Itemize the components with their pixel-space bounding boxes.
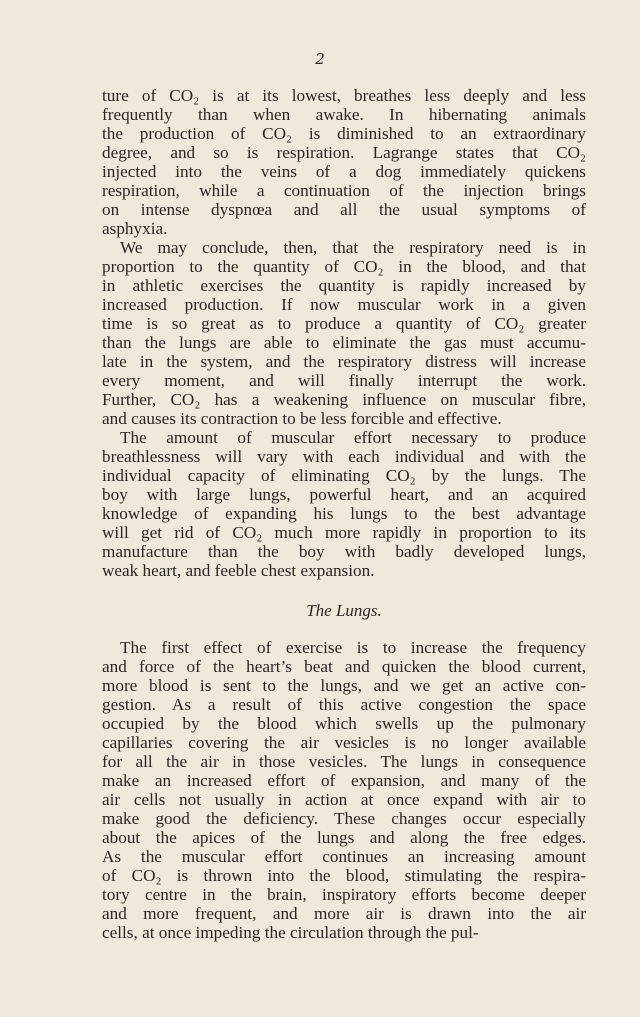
text-line: frequently than when awake. In hibernating animals xyxy=(102,105,586,124)
text-line: We may conclude, then, that the respiratory need is in xyxy=(120,238,586,257)
text-line: and more frequent, and more air is drawn into the air xyxy=(102,904,586,923)
text-line: occupied by the blood which swells up the pulmonary xyxy=(102,714,586,733)
body-text xyxy=(102,86,586,942)
paragraph xyxy=(102,86,586,238)
text-line: and causes its contraction to be less forcible and effective. xyxy=(102,409,502,428)
text-line: As the muscular effort continues an increasing amount xyxy=(102,847,586,866)
text-line: every moment, and will finally interrupt the work. xyxy=(102,371,586,390)
text-line: The first effect of exercise is to increase the frequency xyxy=(120,638,586,657)
text-line: and force of the heart’s beat and quicken the blood current, xyxy=(102,657,586,676)
text-line: manufacture than the boy with badly developed lungs, xyxy=(102,542,586,561)
spacer xyxy=(102,626,586,638)
text-line: ture of CO₂ is at its lowest, breathes less deeply and less xyxy=(102,86,586,105)
text-line: make an increased effort of expansion, and many of the xyxy=(102,771,586,790)
text-line: tory centre in the brain, inspiratory efforts become deeper xyxy=(102,885,586,904)
paragraph xyxy=(102,638,586,942)
text-line: breathlessness will vary with each individual and with the xyxy=(102,447,586,466)
text-line: time is so great as to produce a quantity of CO₂ greater xyxy=(102,314,586,333)
text-line: capillaries covering the air vesicles is no longer available xyxy=(102,733,586,752)
text-line: Further, CO₂ has a weakening influence on muscular fibre, xyxy=(102,390,586,409)
text-line: late in the system, and the respiratory distress will increase xyxy=(102,352,586,371)
text-line: degree, and so is respiration. Lagrange states that CO₂ xyxy=(102,143,586,162)
text-line: individual capacity of eliminating CO₂ by the lungs. The xyxy=(102,466,586,485)
text-line: more blood is sent to the lungs, and we get an active con- xyxy=(102,676,586,695)
text-line: gestion. As a result of this active congestion the space xyxy=(102,695,586,714)
text-line: than the lungs are able to eliminate the gas must accumu- xyxy=(102,333,586,352)
text-line: The amount of muscular effort necessary to produce xyxy=(120,428,586,447)
text-line: for all the air in those vesicles. The lungs in consequence xyxy=(102,752,586,771)
text-line: in athletic exercises the quantity is rapidly increased by xyxy=(102,276,586,295)
page-number: 2 xyxy=(315,50,325,68)
text-line: of CO₂ is thrown into the blood, stimulating the respira- xyxy=(102,866,586,885)
text-line: will get rid of CO₂ much more rapidly in proportion to its xyxy=(102,523,586,542)
text-line: boy with large lungs, powerful heart, and an acquired xyxy=(102,485,586,504)
paragraph xyxy=(102,238,586,428)
text-line: increased production. If now muscular work in a given xyxy=(102,295,586,314)
text-line: proportion to the quantity of CO₂ in the blood, and that xyxy=(102,257,586,276)
text-line: on intense dyspnœa and all the usual symptoms of xyxy=(102,200,586,219)
text-line: injected into the veins of a dog immediately quickens xyxy=(102,162,586,181)
text-line: respiration, while a continuation of the injection brings xyxy=(102,181,586,200)
text-line: weak heart, and feeble chest expansion. xyxy=(102,561,375,580)
section-heading: The Lungs. xyxy=(306,601,382,620)
spacer xyxy=(102,580,586,596)
text-line: the production of CO₂ is diminished to an extraordinary xyxy=(102,124,586,143)
text-line: knowledge of expanding his lungs to the best advantage xyxy=(102,504,586,523)
text-line: make good the deficiency. These changes occur especially xyxy=(102,809,586,828)
paragraph xyxy=(102,428,586,580)
text-line: air cells not usually in action at once expand with air to xyxy=(102,790,586,809)
text-line: asphyxia. xyxy=(102,219,168,238)
text-line: cells, at once impeding the circulation through the pul- xyxy=(102,923,479,942)
text-line: about the apices of the lungs and along the free edges. xyxy=(102,828,586,847)
